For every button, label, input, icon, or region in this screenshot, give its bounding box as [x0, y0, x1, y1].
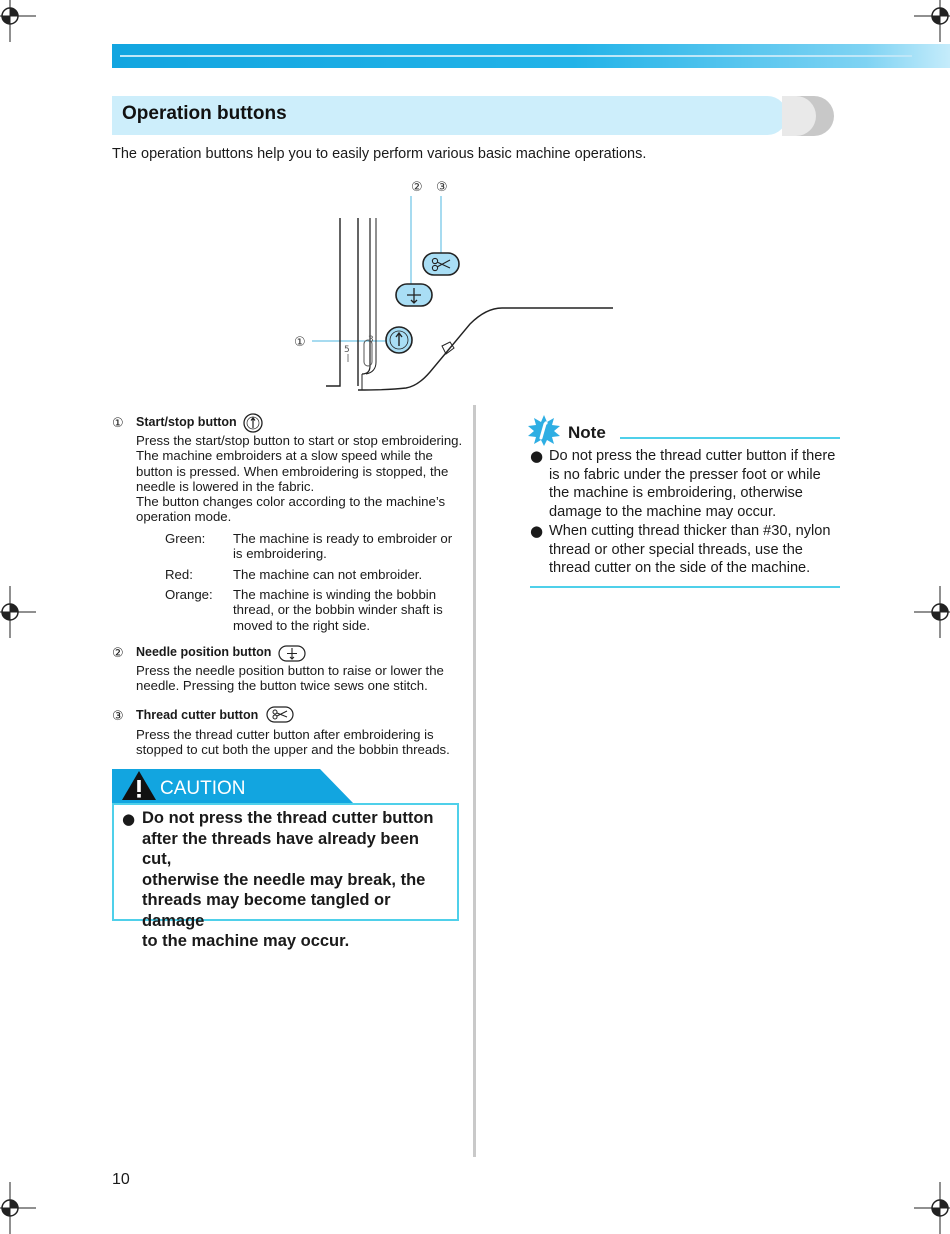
note-line: is no fabric under the presser foot or while: [549, 466, 821, 483]
caution-text: [142, 808, 448, 952]
item-1-number: ①: [112, 416, 124, 431]
color-desc-line: The machine is winding the bobbin: [233, 587, 437, 602]
caution-line: to the machine may occur.: [142, 932, 350, 950]
item-3-body-line: Press the thread cutter button after embroidering is: [136, 727, 434, 742]
item-2-body-line: Press the needle position button to raise or lower the: [136, 663, 444, 678]
color-mode-green-label: Green:: [165, 531, 206, 546]
registration-mark-top-left: [0, 0, 36, 42]
color-desc-line: The machine can not embroider.: [233, 567, 423, 582]
item-1-body-line: needle is lowered in the fabric.: [136, 478, 315, 494]
caution-label: CAUTION: [160, 778, 246, 799]
item-1-body: [136, 433, 466, 525]
note-icon: [527, 414, 561, 446]
note-item-2: [549, 522, 849, 578]
caution-line: after the threads have already been cut,: [142, 829, 419, 868]
callout-3: ③: [436, 180, 448, 195]
note-bullet: ●: [530, 522, 544, 540]
needle-position-icon: [278, 645, 306, 663]
registration-mark-top-right: [914, 0, 950, 42]
item-2-title: Needle position button: [136, 645, 272, 659]
caution-line: otherwise the needle may break, the: [142, 870, 426, 889]
caution-line: Do not press the thread cutter button: [142, 809, 434, 827]
item-3-title: Thread cutter button: [136, 708, 259, 722]
color-mode-red-desc: [233, 567, 463, 582]
callout-2: ②: [411, 180, 423, 195]
item-1-body-line: The machine embroiders at a slow speed while the: [136, 448, 433, 464]
color-mode-red-label: Red:: [165, 567, 193, 582]
caution-line: threads may become tangled or damage: [142, 891, 391, 930]
registration-mark-mid-left: [0, 586, 36, 638]
color-desc-line: The machine is ready to embroider or: [233, 531, 453, 546]
color-mode-orange-label: Orange:: [165, 587, 213, 602]
start-stop-icon: [242, 413, 264, 433]
item-3-number: ③: [112, 709, 124, 724]
scissors-icon: [266, 706, 294, 724]
scale-mark-3: 3: [368, 335, 374, 345]
note-line: the machine is embroidering, otherwise: [549, 485, 803, 502]
item-1-body-line: Press the start/stop button to start or stop embroidering.: [136, 433, 463, 448]
column-divider: [473, 405, 476, 1157]
item-1-title: Start/stop button: [136, 415, 237, 429]
item-1-body-line: The button changes color according to the machine’s: [136, 494, 446, 510]
note-line: damage to the machine may occur.: [549, 503, 777, 520]
caution-bullet: ●: [122, 810, 136, 828]
registration-mark-bottom-left: [0, 1182, 36, 1234]
callout-1: ①: [294, 335, 306, 350]
note-line: thread cutter on the side of the machine.: [549, 560, 811, 577]
note-bullet: ●: [530, 447, 544, 465]
registration-mark-mid-right: [914, 586, 950, 638]
color-mode-orange-desc: [233, 587, 463, 633]
note-label: Note: [568, 423, 606, 442]
note-line: When cutting thread thicker than #30, nylon: [549, 523, 831, 539]
intro-text: The operation buttons help you to easily perform various basic machine operations.: [112, 146, 647, 162]
note-item-1: [549, 447, 849, 521]
item-3-body: [136, 727, 466, 758]
color-desc-line: moved to the right side.: [233, 617, 371, 633]
note-top-rule: [620, 437, 840, 439]
item-1-body-line: operation mode.: [136, 509, 232, 525]
note-line: thread or other special threads, use the: [549, 541, 803, 558]
note-line: Do not press the thread cutter button if there: [549, 448, 836, 464]
note-bottom-rule: [530, 586, 840, 588]
section-title: Operation buttons: [122, 103, 287, 124]
item-1-body-line: button is pressed. When embroidering is stopped, the: [136, 463, 449, 479]
item-2-number: ②: [112, 646, 124, 661]
page-number: 10: [112, 1171, 130, 1188]
item-2-body-line: needle. Pressing the button twice sews one stitch.: [136, 678, 428, 694]
registration-mark-bottom-right: [914, 1182, 950, 1234]
scale-mark-5: 5: [344, 345, 350, 355]
color-mode-green-desc: [233, 531, 463, 562]
caution-header: [112, 769, 354, 804]
color-desc-line: thread, or the bobbin winder shaft is: [233, 602, 443, 618]
item-3-body-line: stopped to cut both the upper and the bobbin threads.: [136, 742, 450, 758]
machine-diagram: [290, 176, 620, 398]
header-banner-line: [120, 55, 912, 57]
title-bar-tab-decoration: [782, 96, 836, 136]
color-desc-line: is embroidering.: [233, 546, 327, 562]
item-2-body: [136, 663, 466, 694]
